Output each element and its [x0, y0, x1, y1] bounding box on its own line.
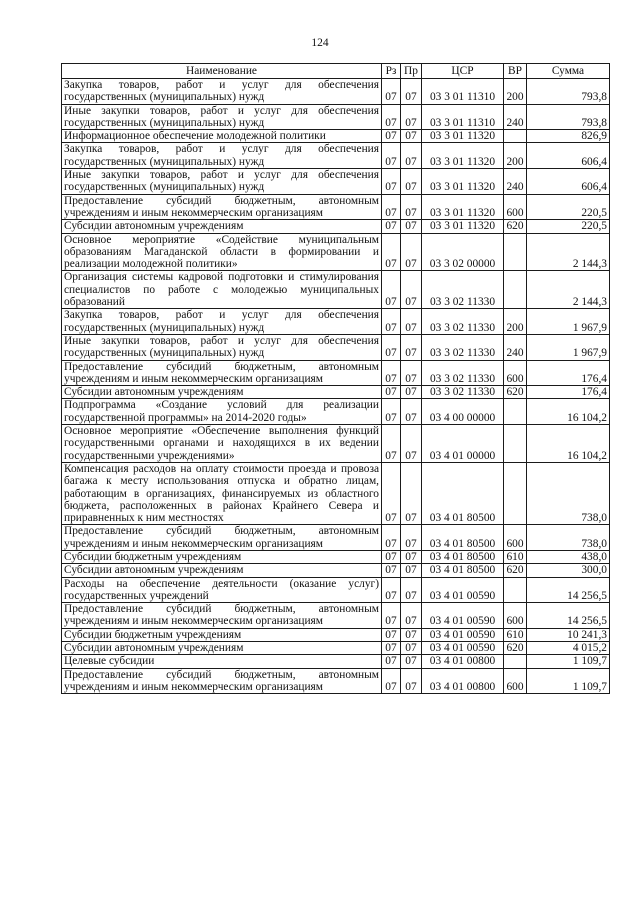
- row-vr-cell: 620: [504, 220, 527, 233]
- row-csr-cell: 03 3 01 11320: [422, 220, 504, 233]
- row-csr-cell: 03 3 02 11330: [422, 271, 504, 309]
- row-name-cell: Закупка товаров, работ и услуг для обеспечения государственных (муниципальных) нужд: [62, 79, 382, 105]
- row-pr-cell: 07: [401, 309, 422, 335]
- table-row: [62, 233, 610, 271]
- row-rz-cell: 07: [382, 668, 401, 694]
- row-pr-cell: 07: [401, 79, 422, 105]
- header-row: [62, 64, 610, 79]
- row-csr-cell: 03 3 01 11320: [422, 194, 504, 220]
- row-pr-cell: 07: [401, 169, 422, 195]
- table-row: [62, 271, 610, 309]
- row-sum-cell: 220,5: [527, 220, 610, 233]
- table-row: [62, 655, 610, 668]
- row-rz-cell: 07: [382, 79, 401, 105]
- row-rz-cell: 07: [382, 564, 401, 577]
- row-csr-cell: 03 3 02 11330: [422, 334, 504, 360]
- table-row: [62, 309, 610, 335]
- row-vr-cell: 600: [504, 360, 527, 386]
- row-pr-cell: 07: [401, 525, 422, 551]
- row-name-cell: Основное мероприятие «Содействие муниципальным образованиям Магаданской области в формировании и реализации молодежной политики»: [62, 233, 382, 271]
- row-pr-cell: 07: [401, 603, 422, 629]
- header-pr: Пр: [401, 64, 422, 79]
- row-csr-cell: 03 4 01 00590: [422, 577, 504, 603]
- table-row: [62, 603, 610, 629]
- header-vr: ВР: [504, 64, 527, 79]
- row-rz-cell: 07: [382, 655, 401, 668]
- row-sum-cell: 220,5: [527, 194, 610, 220]
- row-rz-cell: 07: [382, 334, 401, 360]
- row-rz-cell: 07: [382, 130, 401, 143]
- row-vr-cell: [504, 130, 527, 143]
- table-row: [62, 628, 610, 641]
- table-row: [62, 399, 610, 425]
- row-csr-cell: 03 3 01 11320: [422, 169, 504, 195]
- row-pr-cell: 07: [401, 143, 422, 169]
- row-pr-cell: 07: [401, 462, 422, 524]
- row-name-cell: Закупка товаров, работ и услуг для обеспечения государственных (муниципальных) нужд: [62, 309, 382, 335]
- row-vr-cell: [504, 271, 527, 309]
- row-pr-cell: 07: [401, 233, 422, 271]
- row-sum-cell: 2 144,3: [527, 233, 610, 271]
- row-pr-cell: 07: [401, 655, 422, 668]
- table-row: [62, 668, 610, 694]
- row-name-cell: Целевые субсидии: [62, 655, 382, 668]
- row-rz-cell: 07: [382, 220, 401, 233]
- row-sum-cell: 1 109,7: [527, 668, 610, 694]
- row-vr-cell: 620: [504, 642, 527, 655]
- row-csr-cell: 03 3 02 00000: [422, 233, 504, 271]
- row-vr-cell: [504, 577, 527, 603]
- row-vr-cell: [504, 425, 527, 463]
- row-vr-cell: 600: [504, 668, 527, 694]
- row-csr-cell: 03 4 01 80500: [422, 564, 504, 577]
- table-row: [62, 386, 610, 399]
- row-pr-cell: 07: [401, 628, 422, 641]
- row-sum-cell: 606,4: [527, 169, 610, 195]
- row-sum-cell: 14 256,5: [527, 577, 610, 603]
- table-row: [62, 462, 610, 524]
- row-rz-cell: 07: [382, 425, 401, 463]
- row-pr-cell: 07: [401, 271, 422, 309]
- row-rz-cell: 07: [382, 525, 401, 551]
- row-vr-cell: 600: [504, 525, 527, 551]
- row-sum-cell: 606,4: [527, 143, 610, 169]
- row-name-cell: Расходы на обеспечение деятельности (оказание услуг) государственных учреждений: [62, 577, 382, 603]
- row-rz-cell: 07: [382, 271, 401, 309]
- row-pr-cell: 07: [401, 425, 422, 463]
- row-vr-cell: 600: [504, 194, 527, 220]
- row-rz-cell: 07: [382, 194, 401, 220]
- table-row: [62, 169, 610, 195]
- row-name-cell: Субсидии бюджетным учреждениям: [62, 628, 382, 641]
- row-name-cell: Субсидии автономным учреждениям: [62, 386, 382, 399]
- row-vr-cell: 200: [504, 143, 527, 169]
- row-rz-cell: 07: [382, 386, 401, 399]
- table-row: [62, 642, 610, 655]
- row-csr-cell: 03 4 00 00000: [422, 399, 504, 425]
- row-sum-cell: 1 967,9: [527, 309, 610, 335]
- row-name-cell: Иные закупки товаров, работ и услуг для обеспечения государственных (муниципальных) нужд: [62, 104, 382, 130]
- row-csr-cell: 03 4 01 80500: [422, 462, 504, 524]
- row-sum-cell: 10 241,3: [527, 628, 610, 641]
- row-rz-cell: 07: [382, 309, 401, 335]
- row-sum-cell: 16 104,2: [527, 399, 610, 425]
- row-name-cell: Предоставление субсидий бюджетным, автономным учреждениям и иным некоммерческим организациям: [62, 668, 382, 694]
- row-vr-cell: [504, 655, 527, 668]
- row-pr-cell: 07: [401, 577, 422, 603]
- row-name-cell: Субсидии бюджетным учреждениям: [62, 550, 382, 563]
- row-sum-cell: 793,8: [527, 104, 610, 130]
- row-pr-cell: 07: [401, 334, 422, 360]
- row-name-cell: Компенсация расходов на оплату стоимости проезда и провоза багажа к месту использования отпуска и обратно лицам, работающим в организациях, финансируемых из областного бюджета, расположенных в районах Крайнего Севера и приравненных к ним местностях: [62, 462, 382, 524]
- table-row: [62, 577, 610, 603]
- row-name-cell: Информационное обеспечение молодежной политики: [62, 130, 382, 143]
- row-vr-cell: 200: [504, 309, 527, 335]
- table-row: [62, 104, 610, 130]
- row-rz-cell: 07: [382, 628, 401, 641]
- table-row: [62, 425, 610, 463]
- budget-table: [61, 63, 610, 694]
- table-row: [62, 550, 610, 563]
- row-rz-cell: 07: [382, 577, 401, 603]
- row-vr-cell: 610: [504, 628, 527, 641]
- row-vr-cell: [504, 462, 527, 524]
- row-name-cell: Закупка товаров, работ и услуг для обеспечения государственных (муниципальных) нужд: [62, 143, 382, 169]
- row-sum-cell: 176,4: [527, 386, 610, 399]
- table-row: [62, 194, 610, 220]
- row-pr-cell: 07: [401, 642, 422, 655]
- row-sum-cell: 1 967,9: [527, 334, 610, 360]
- row-sum-cell: 438,0: [527, 550, 610, 563]
- row-pr-cell: 07: [401, 104, 422, 130]
- row-pr-cell: 07: [401, 668, 422, 694]
- row-rz-cell: 07: [382, 550, 401, 563]
- row-csr-cell: 03 4 01 00590: [422, 642, 504, 655]
- row-csr-cell: 03 3 02 11330: [422, 360, 504, 386]
- row-sum-cell: 300,0: [527, 564, 610, 577]
- table-row: [62, 130, 610, 143]
- row-pr-cell: 07: [401, 360, 422, 386]
- row-vr-cell: 610: [504, 550, 527, 563]
- row-pr-cell: 07: [401, 564, 422, 577]
- row-name-cell: Иные закупки товаров, работ и услуг для обеспечения государственных (муниципальных) нужд: [62, 169, 382, 195]
- row-csr-cell: 03 4 01 80500: [422, 550, 504, 563]
- row-csr-cell: 03 4 01 00590: [422, 628, 504, 641]
- row-name-cell: Предоставление субсидий бюджетным, автономным учреждениям и иным некоммерческим организациям: [62, 194, 382, 220]
- row-name-cell: Субсидии автономным учреждениям: [62, 642, 382, 655]
- row-name-cell: Иные закупки товаров, работ и услуг для обеспечения государственных (муниципальных) нужд: [62, 334, 382, 360]
- row-rz-cell: 07: [382, 143, 401, 169]
- row-vr-cell: [504, 399, 527, 425]
- row-sum-cell: 738,0: [527, 462, 610, 524]
- row-rz-cell: 07: [382, 233, 401, 271]
- row-csr-cell: 03 4 01 00800: [422, 655, 504, 668]
- row-name-cell: Предоставление субсидий бюджетным, автономным учреждениям и иным некоммерческим организациям: [62, 525, 382, 551]
- row-rz-cell: 07: [382, 169, 401, 195]
- row-rz-cell: 07: [382, 360, 401, 386]
- table-row: [62, 220, 610, 233]
- row-sum-cell: 738,0: [527, 525, 610, 551]
- row-name-cell: Субсидии автономным учреждениям: [62, 220, 382, 233]
- row-rz-cell: 07: [382, 104, 401, 130]
- row-sum-cell: 4 015,2: [527, 642, 610, 655]
- header-csr: ЦСР: [422, 64, 504, 79]
- row-pr-cell: 07: [401, 386, 422, 399]
- row-csr-cell: 03 3 01 11320: [422, 143, 504, 169]
- row-vr-cell: 620: [504, 564, 527, 577]
- row-rz-cell: 07: [382, 399, 401, 425]
- row-vr-cell: 600: [504, 603, 527, 629]
- row-vr-cell: 620: [504, 386, 527, 399]
- row-sum-cell: 176,4: [527, 360, 610, 386]
- row-vr-cell: 240: [504, 104, 527, 130]
- row-vr-cell: 200: [504, 79, 527, 105]
- row-name-cell: Предоставление субсидий бюджетным, автономным учреждениям и иным некоммерческим организациям: [62, 360, 382, 386]
- page-number: 124: [311, 37, 329, 49]
- row-sum-cell: 14 256,5: [527, 603, 610, 629]
- row-csr-cell: 03 4 01 00000: [422, 425, 504, 463]
- table-row: [62, 564, 610, 577]
- table-row: [62, 143, 610, 169]
- table-row: [62, 334, 610, 360]
- row-csr-cell: 03 3 01 11320: [422, 130, 504, 143]
- row-name-cell: Организация системы кадровой подготовки и стимулирования специалистов по работе с молодежью муниципальных образований: [62, 271, 382, 309]
- row-pr-cell: 07: [401, 130, 422, 143]
- row-pr-cell: 07: [401, 550, 422, 563]
- table-row: [62, 79, 610, 105]
- row-pr-cell: 07: [401, 220, 422, 233]
- row-sum-cell: 826,9: [527, 130, 610, 143]
- row-pr-cell: 07: [401, 399, 422, 425]
- header-name: Наименование: [62, 64, 382, 79]
- table-row: [62, 360, 610, 386]
- row-sum-cell: 2 144,3: [527, 271, 610, 309]
- row-rz-cell: 07: [382, 603, 401, 629]
- row-pr-cell: 07: [401, 194, 422, 220]
- row-name-cell: Субсидии автономным учреждениям: [62, 564, 382, 577]
- row-sum-cell: 793,8: [527, 79, 610, 105]
- row-csr-cell: 03 3 01 11310: [422, 79, 504, 105]
- header-sum: Сумма: [527, 64, 610, 79]
- row-csr-cell: 03 4 01 00800: [422, 668, 504, 694]
- row-csr-cell: 03 3 02 11330: [422, 309, 504, 335]
- row-name-cell: Подпрограмма «Создание условий для реализации государственной программы» на 2014-2020 годы»: [62, 399, 382, 425]
- row-vr-cell: 240: [504, 169, 527, 195]
- row-csr-cell: 03 3 02 11330: [422, 386, 504, 399]
- row-rz-cell: 07: [382, 462, 401, 524]
- row-csr-cell: 03 3 01 11310: [422, 104, 504, 130]
- row-sum-cell: 16 104,2: [527, 425, 610, 463]
- row-rz-cell: 07: [382, 642, 401, 655]
- row-vr-cell: [504, 233, 527, 271]
- row-vr-cell: 240: [504, 334, 527, 360]
- row-csr-cell: 03 4 01 80500: [422, 525, 504, 551]
- row-sum-cell: 1 109,7: [527, 655, 610, 668]
- header-rz: Рз: [382, 64, 401, 79]
- row-name-cell: Основное мероприятие «Обеспечение выполнения функций государственными органами и находящихся в их ведении государственными учреждениями»: [62, 425, 382, 463]
- row-name-cell: Предоставление субсидий бюджетным, автономным учреждениям и иным некоммерческим организациям: [62, 603, 382, 629]
- table-row: [62, 525, 610, 551]
- row-csr-cell: 03 4 01 00590: [422, 603, 504, 629]
